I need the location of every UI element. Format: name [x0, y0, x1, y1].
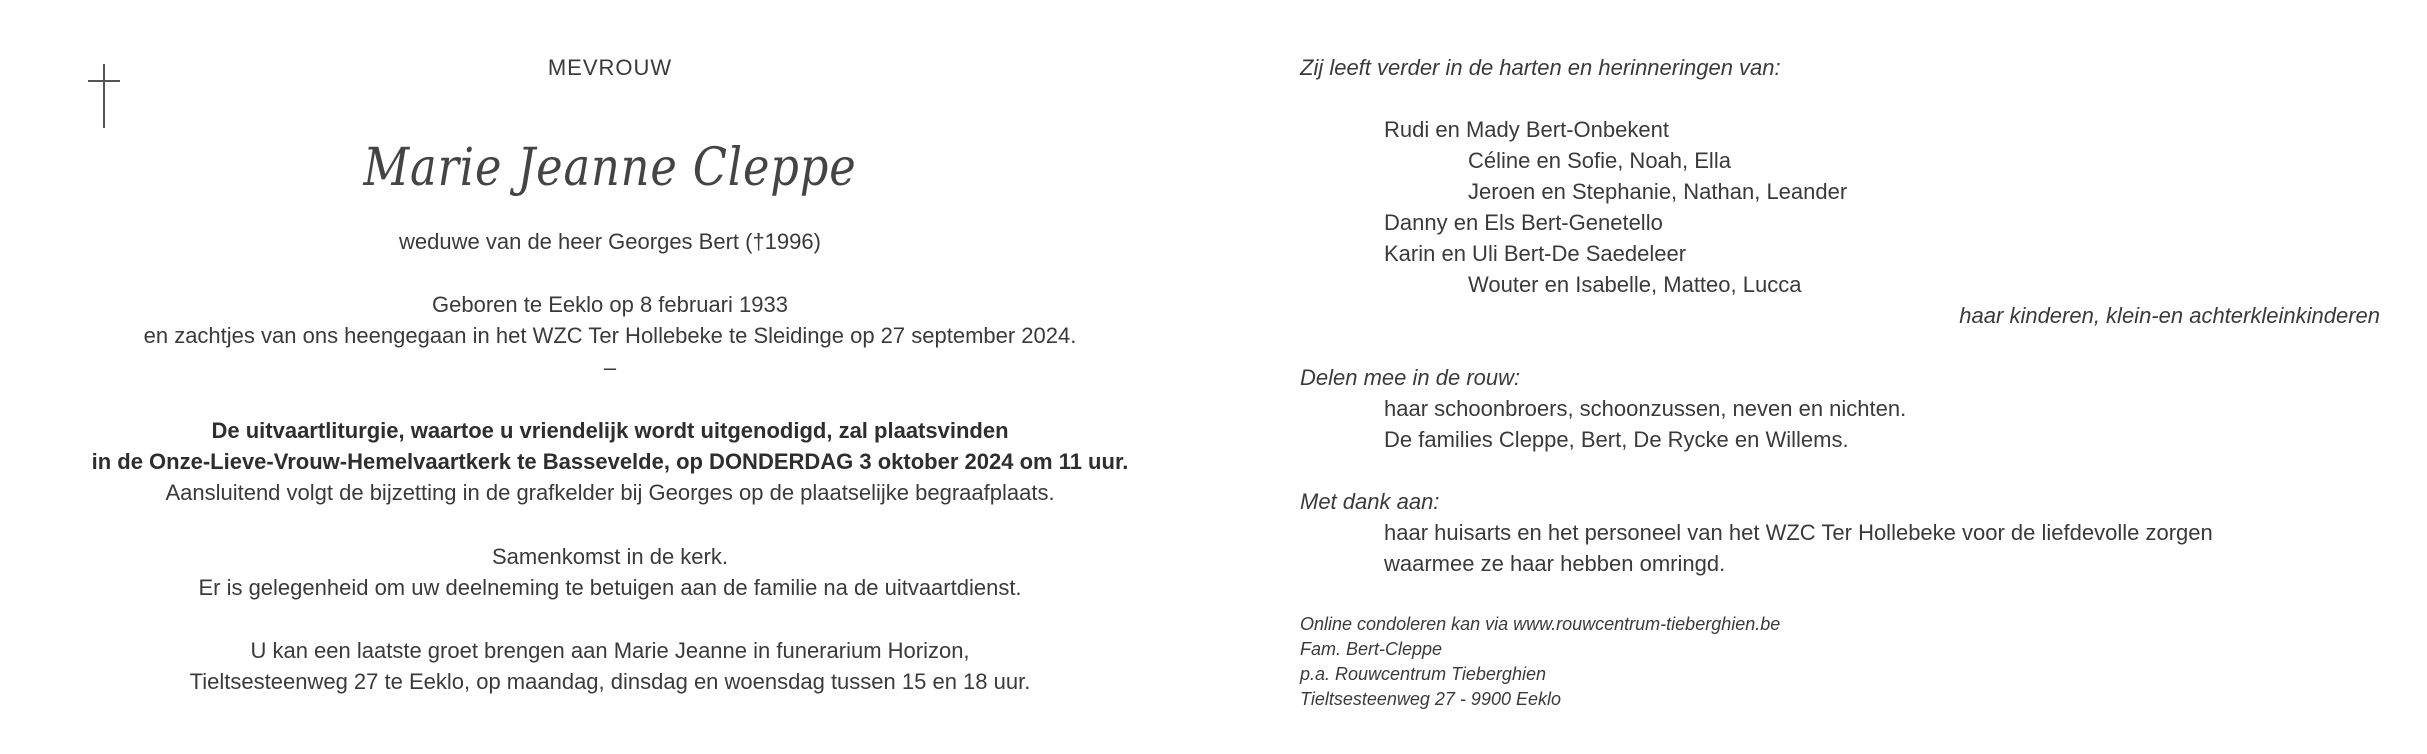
intro-line: Zij leeft verder in de harten en herinneringen van:	[1300, 55, 1781, 80]
thanks-heading: Met dank aan:	[1300, 489, 1440, 514]
divider: –	[603, 355, 617, 380]
thanks-line: haar huisarts en het personeel van het WZC Ter Hollebeke voor de liefdevolle zorgen	[1384, 520, 2213, 545]
signature-line: p.a. Rouwcentrum Tieberghien	[1300, 664, 1546, 684]
gathering-line: Samenkomst in de kerk.	[492, 544, 728, 569]
condolence-line: Er is gelegenheid om uw deelneming te betuigen aan de familie na de uitvaartdienst.	[198, 575, 1022, 600]
family-member: Rudi en Mady Bert-Onbekent	[1384, 117, 1669, 142]
family-member: Karin en Uli Bert-De Saedeleer	[1384, 241, 1687, 266]
deceased-name: Marie Jeanne Cleppe	[363, 138, 857, 198]
born-line: Geboren te Eeklo op 8 februari 1933	[432, 292, 788, 317]
share-heading: Delen mee in de rouw:	[1300, 365, 1521, 390]
thanks-line: waarmee ze haar hebben omringd.	[1384, 551, 1726, 576]
share-line: De families Cleppe, Bert, De Rycke en Willems.	[1384, 427, 1849, 452]
family-member: Jeroen en Stephanie, Nathan, Leander	[1468, 179, 1848, 204]
service-line-2: in de Onze-Lieve-Vrouw-Hemelvaartkerk te Bassevelde, op DONDERDAG 3 oktober 2024 om 11 uur.	[91, 449, 1129, 474]
visit-line-1: U kan een laatste groet brengen aan Marie Jeanne in funerarium Horizon,	[250, 638, 970, 663]
honorific: MEVROUW	[547, 55, 673, 80]
signature-line: Tieltsesteenweg 27 - 9900 Eeklo	[1300, 689, 1561, 709]
family-member: Wouter en Isabelle, Matteo, Lucca	[1468, 272, 1802, 297]
widow-line: weduwe van de heer Georges Bert (†1996)	[399, 229, 821, 254]
service-line-1: De uitvaartliturgie, waartoe u vriendelijk wordt uitgenodigd, zal plaatsvinden	[211, 418, 1009, 443]
burial-line: Aansluitend volgt de bijzetting in de grafkelder bij Georges op de plaatselijke begraafplaats.	[165, 480, 1055, 505]
family-member: Danny en Els Bert-Genetello	[1384, 210, 1663, 235]
share-line: haar schoonbroers, schoonzussen, neven en nichten.	[1384, 396, 1907, 421]
visit-line-2: Tieltsesteenweg 27 te Eeklo, op maandag, dinsdag en woensdag tussen 15 en 18 uur.	[189, 669, 1031, 694]
family-caption: haar kinderen, klein-en achterkleinkinderen	[1959, 303, 2380, 328]
signature-line: Fam. Bert-Cleppe	[1300, 639, 1443, 659]
family-member: Céline en Sofie, Noah, Ella	[1468, 148, 1731, 173]
signature-line: Online condoleren kan via www.rouwcentrum-tieberghien.be	[1300, 614, 1781, 634]
died-line: en zachtjes van ons heengegaan in het WZC Ter Hollebeke te Sleidinge op 27 september 2024.	[143, 323, 1077, 348]
